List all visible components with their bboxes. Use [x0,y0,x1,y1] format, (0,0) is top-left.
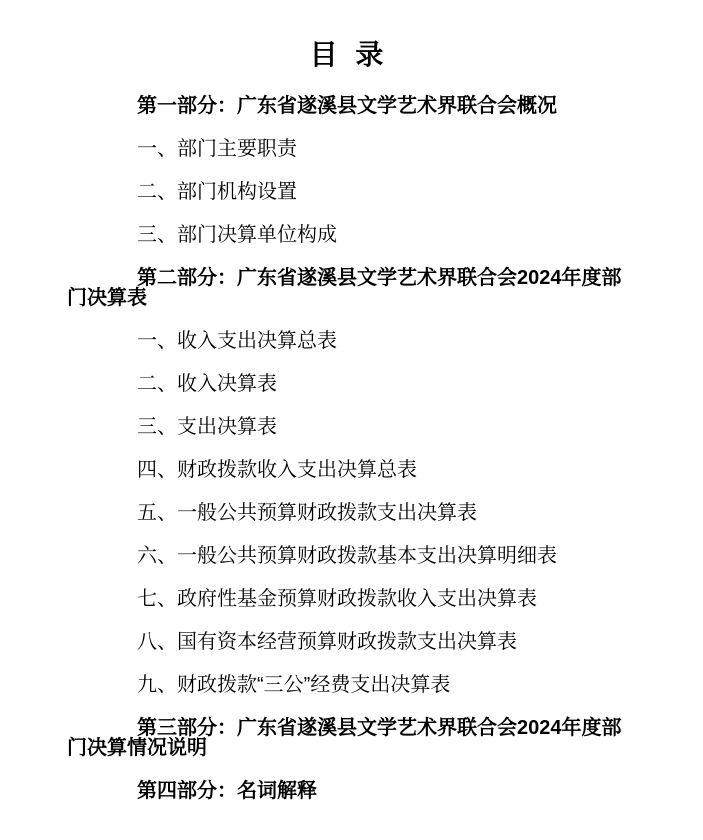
toc-item: 五、一般公共预算财政拨款支出决算表 [137,502,477,524]
toc-item: 七、政府性基金预算财政拨款收入支出决算表 [137,588,537,610]
toc-item: 四、财政拨款收入支出决算总表 [137,459,417,481]
toc-section-heading: 第三部分：广东省遂溪县文学艺术界联合会2024年度部门决算情况说明 [67,717,622,759]
toc-item: 三、部门决算单位构成 [137,224,337,246]
toc-item: 三、支出决算表 [137,416,277,438]
toc-item: 一、部门主要职责 [137,138,297,160]
toc-section-heading: 第一部分：广东省遂溪县文学艺术界联合会概况 [137,95,557,117]
toc-entries [67,96,627,801]
toc-item: 二、部门机构设置 [137,181,297,203]
toc-item: 六、一般公共预算财政拨款基本支出决算明细表 [137,545,557,567]
toc-section-heading: 第四部分：名词解释 [137,780,317,802]
toc-section-heading: 第二部分：广东省遂溪县文学艺术界联合会2024年度部门决算表 [67,267,622,309]
toc-item: 八、国有资本经营预算财政拨款支出决算表 [137,631,517,653]
toc-item: 九、财政拨款“三公”经费支出决算表 [137,674,451,696]
toc-item: 二、收入决算表 [137,373,277,395]
document-title: 目 录 [309,39,385,70]
toc-item: 一、收入支出决算总表 [137,330,337,352]
